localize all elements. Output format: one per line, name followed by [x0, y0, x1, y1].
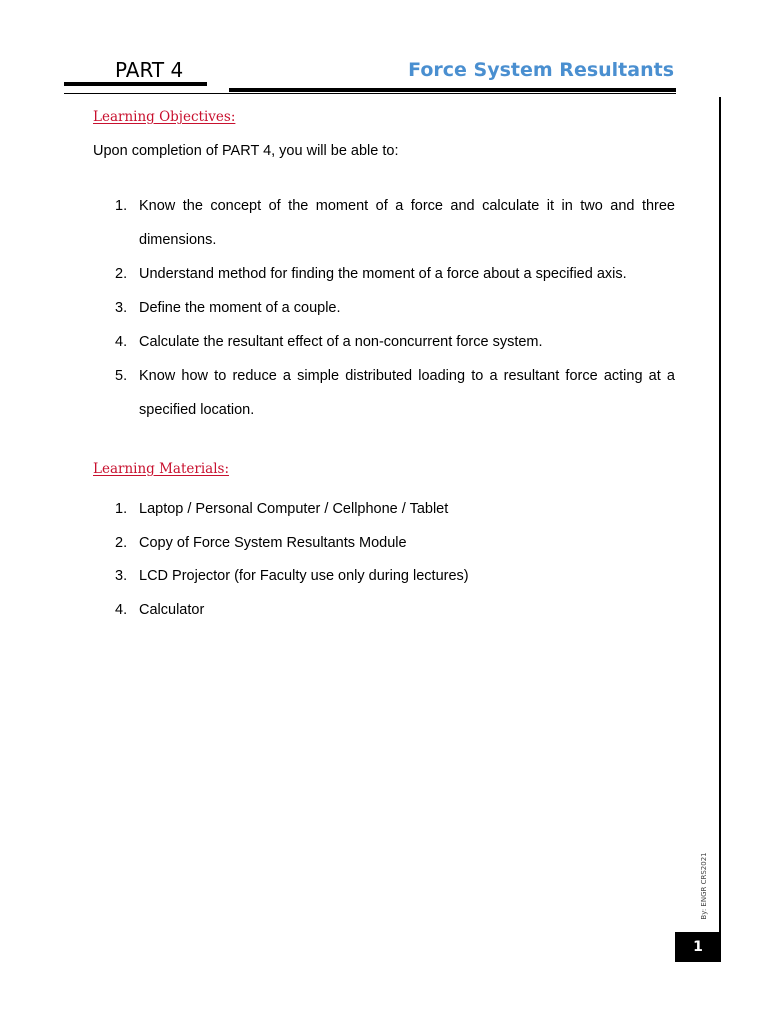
list-item-text: Define the moment of a couple. [139, 300, 341, 316]
list-item [93, 527, 675, 561]
list-item-text: LCD Projector (for Faculty use only during lectures) [139, 568, 469, 585]
materials-list [93, 493, 675, 628]
page-number-badge [675, 932, 721, 962]
list-item [93, 594, 675, 628]
list-item [93, 189, 675, 257]
list-item [93, 325, 675, 359]
list-item-number: 3. [115, 300, 128, 316]
list-item-text: Calculator [139, 602, 205, 619]
right-margin-rule [719, 97, 721, 940]
objectives-heading: Learning Objectives: [93, 109, 236, 125]
list-item-text: Know the concept of the moment of a force and calculate it in two and three dimensions. [139, 198, 675, 248]
objectives-intro: Upon completion of PART 4, you will be able to: [93, 143, 399, 159]
list-item-number: 2. [115, 534, 128, 551]
list-item-number: 2. [115, 266, 128, 282]
list-item [93, 257, 675, 291]
document-title: Force System Resultants [408, 59, 674, 81]
list-item-number: 1. [115, 501, 128, 517]
part-underline-rule [64, 82, 207, 86]
list-item-text: Copy of Force System Resultants Module [139, 534, 407, 551]
list-item [93, 291, 675, 325]
objectives-list [93, 189, 675, 427]
list-item-number: 5. [115, 368, 128, 384]
list-item-number: 3. [115, 568, 128, 585]
list-item-text: Laptop / Personal Computer / Cellphone / Tablet [139, 501, 449, 517]
header-thin-rule [64, 93, 676, 94]
list-item-number: 4. [115, 334, 128, 350]
list-item [93, 359, 675, 427]
author-credit: By: ENGR CRS2021 [700, 852, 708, 920]
list-item [93, 560, 675, 594]
list-item-number: 4. [115, 602, 128, 619]
title-underline-rule [229, 88, 676, 92]
materials-heading: Learning Materials: [93, 461, 229, 477]
list-item [93, 493, 675, 527]
part-label: PART 4 [115, 58, 184, 82]
list-item-number: 1. [115, 198, 128, 214]
page-number: 1 [693, 939, 703, 955]
list-item-text: Know how to reduce a simple distributed loading to a resultant force acting at a specified location. [139, 368, 675, 418]
list-item-text: Calculate the resultant effect of a non-concurrent force system. [139, 334, 543, 350]
list-item-text: Understand method for finding the moment of a force about a specified axis. [139, 266, 627, 282]
